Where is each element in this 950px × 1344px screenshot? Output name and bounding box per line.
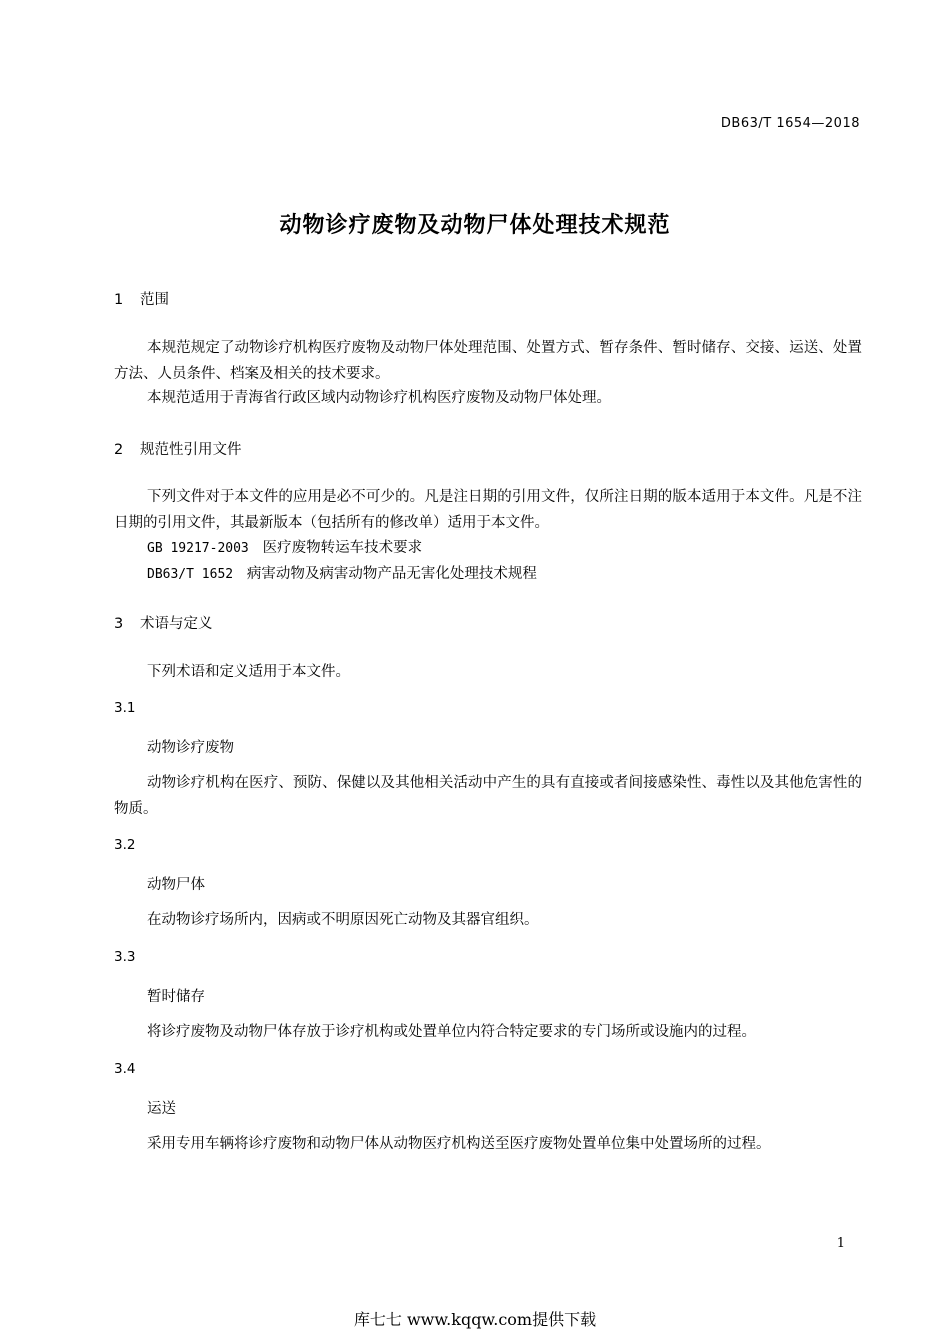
term-number: 3.3 xyxy=(114,949,136,965)
section-title: 术语与定义 xyxy=(140,616,213,632)
section-2-paragraph-1: 下列文件对于本文件的应用是必不可少的。凡是注日期的引用文件，仅所注日期的版本适用于本文件。凡是不注日期的引用文件，其最新版本（包括所有的修改单）适用于本文件。 xyxy=(114,489,862,531)
reference-title: 医疗废物转运车技术要求 xyxy=(262,540,423,556)
section-number: 2 xyxy=(114,442,124,458)
document-title: 动物诊疗废物及动物尸体处理技术规范 xyxy=(279,213,671,238)
section-3-heading xyxy=(114,612,213,633)
download-footer: 库七七 www.kqqw.com提供下载 xyxy=(353,1310,597,1329)
section-1-paragraph-1: 本规范规定了动物诊疗机构医疗废物及动物尸体处理范围、处置方式、暂存条件、暂时储存、交接、运送、处置方法、人员条件、档案及相关的技术要求。 xyxy=(114,340,862,382)
term-number: 3.2 xyxy=(114,837,136,853)
term-definition: 将诊疗废物及动物尸体存放于诊疗机构或处置单位内符合特定要求的专门场所或设施内的过程。 xyxy=(147,1024,756,1040)
term-definition: 采用专用车辆将诊疗废物和动物尸体从动物医疗机构送至医疗废物处置单位集中处置场所的过程。 xyxy=(147,1136,771,1152)
section-title: 范围 xyxy=(140,292,169,308)
reference-item xyxy=(147,536,422,557)
reference-code: DB63/T 1652 xyxy=(147,567,234,582)
term-name: 运送 xyxy=(147,1101,176,1117)
section-number: 3 xyxy=(114,616,124,632)
term-name: 动物尸体 xyxy=(147,877,205,893)
term-definition: 动物诊疗机构在医疗、预防、保健以及其他相关活动中产生的具有直接或者间接感染性、毒性以及其他危害性的物质。 xyxy=(114,775,862,817)
standard-number: DB63/T 1654—2018 xyxy=(720,116,860,131)
section-number: 1 xyxy=(114,292,124,308)
term-number: 3.4 xyxy=(114,1061,136,1077)
reference-code: GB 19217-2003 xyxy=(147,541,249,556)
term-number: 3.1 xyxy=(114,700,136,716)
term-name: 暂时储存 xyxy=(147,989,205,1005)
reference-item xyxy=(147,562,537,583)
term-definition: 在动物诊疗场所内，因病或不明原因死亡动物及其器官组织。 xyxy=(147,912,539,928)
page-number: 1 xyxy=(836,1236,845,1251)
section-title: 规范性引用文件 xyxy=(140,442,242,458)
reference-title: 病害动物及病害动物产品无害化处理技术规程 xyxy=(246,566,537,582)
term-name: 动物诊疗废物 xyxy=(147,740,234,756)
section-1-paragraph-2: 本规范适用于青海省行政区域内动物诊疗机构医疗废物及动物尸体处理。 xyxy=(147,390,611,406)
section-2-heading xyxy=(114,438,242,459)
section-1-heading xyxy=(114,288,169,309)
section-3-intro: 下列术语和定义适用于本文件。 xyxy=(147,664,350,680)
